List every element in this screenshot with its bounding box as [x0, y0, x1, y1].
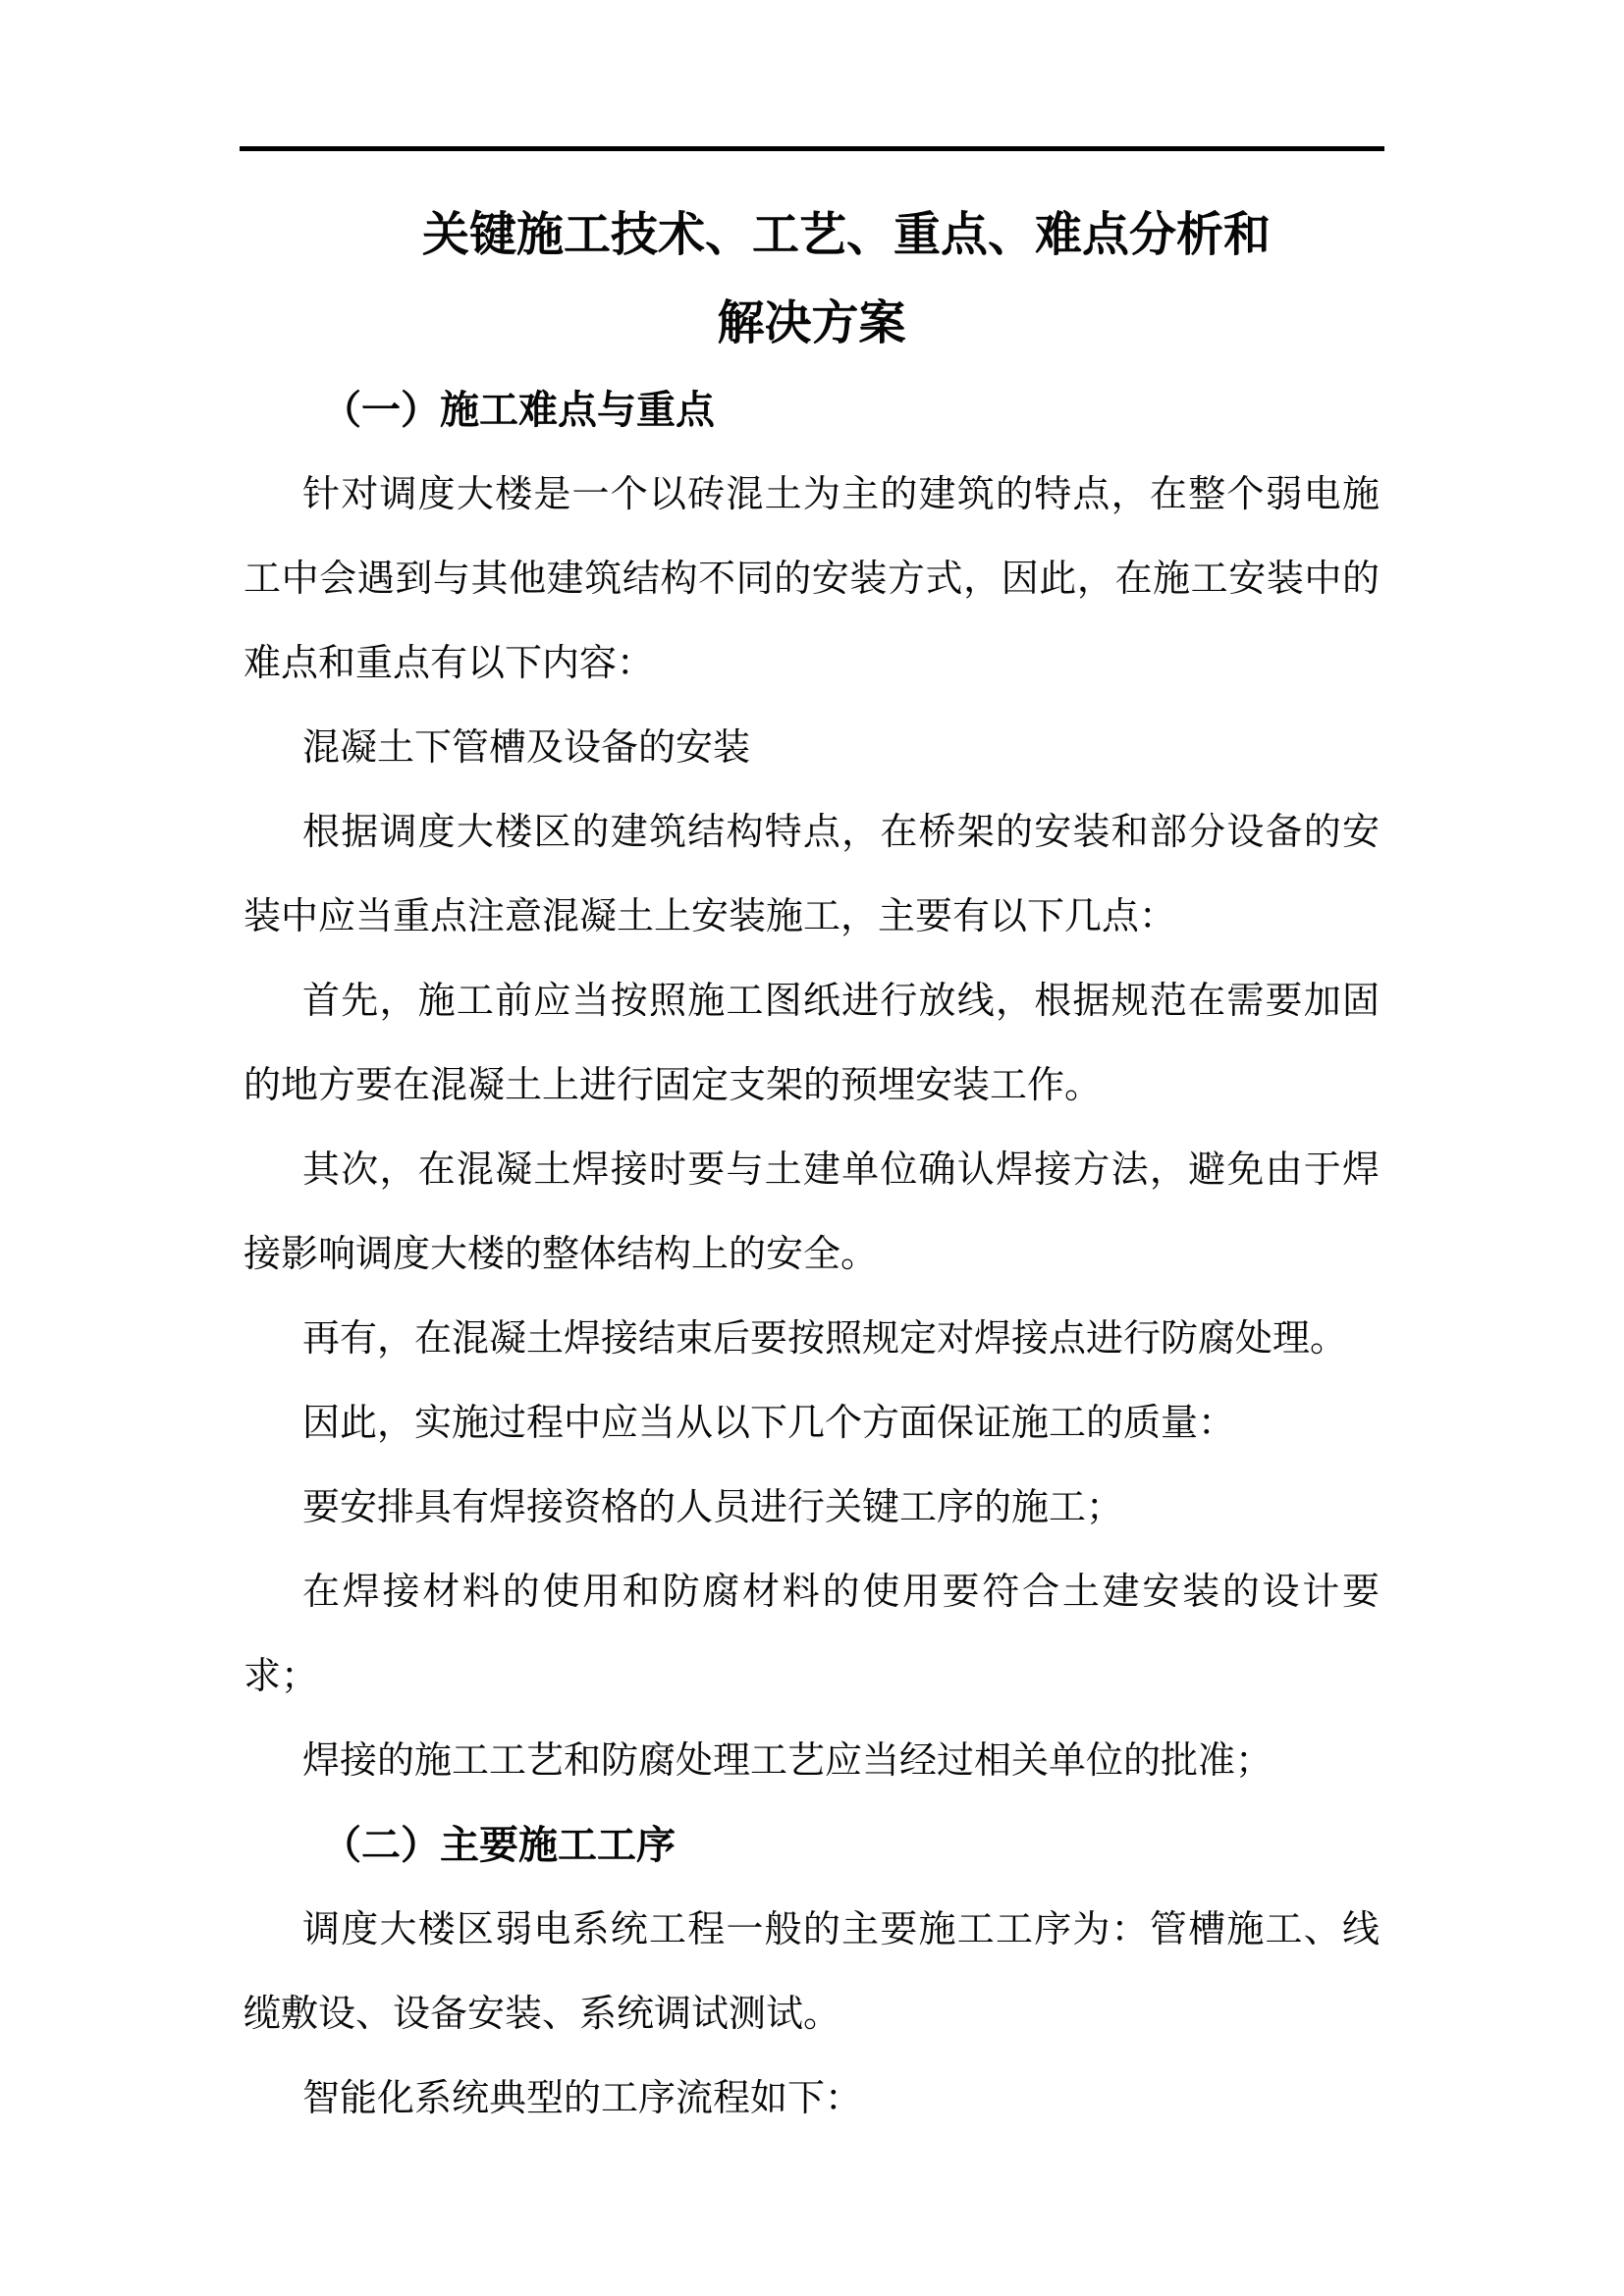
document-title-line-2: 解决方案	[717, 297, 906, 349]
document-title-line-1: 关键施工技术、工艺、重点、难点分析和	[421, 209, 1271, 261]
document-content	[244, 191, 1380, 2141]
paragraph: 根据调度大楼区的建筑结构特点，在桥架的安装和部分设备的安装中应当重点注意混凝土上安装施工，主要有以下几点：	[244, 812, 1380, 937]
section-heading-2: （二）主要施工工序	[322, 1823, 676, 1867]
paragraph: 首先，施工前应当按照施工图纸进行放线，根据规范在需要加固的地方要在混凝土上进行固定支架的预埋安装工作。	[244, 981, 1380, 1106]
paragraph: 因此，实施过程中应当从以下几个方面保证施工的质量：	[302, 1403, 1236, 1444]
paragraph: 再有，在混凝土焊接结束后要按照规定对焊接点进行防腐处理。	[302, 1318, 1348, 1360]
paragraph: 要安排具有焊接资格的人员进行关键工序的施工；	[302, 1487, 1124, 1528]
section-heading-1: （一）施工难点与重点	[322, 388, 715, 432]
paragraph: 其次，在混凝土焊接时要与土建单位确认焊接方法，避免由于焊接影响调度大楼的整体结构上的安全。	[244, 1149, 1380, 1275]
paragraph: 智能化系统典型的工序流程如下：	[302, 2078, 863, 2119]
paragraph: 调度大楼区弱电系统工程一般的主要施工工序为：管槽施工、线缆敷设、设备安装、系统调试测试。	[244, 1909, 1380, 2035]
paragraph: 在焊接材料的使用和防腐材料的使用要符合土建安装的设计要求；	[244, 1572, 1380, 1697]
paragraph: 焊接的施工工艺和防腐处理工艺应当经过相关单位的批准；	[302, 1740, 1273, 1782]
paragraph: 针对调度大楼是一个以砖混土为主的建筑的特点，在整个弱电施工中会遇到与其他建筑结构不同的安装方式，因此，在施工安装中的难点和重点有以下内容：	[244, 474, 1380, 684]
header-rule	[240, 146, 1384, 151]
paragraph: 混凝土下管槽及设备的安装	[302, 727, 751, 769]
